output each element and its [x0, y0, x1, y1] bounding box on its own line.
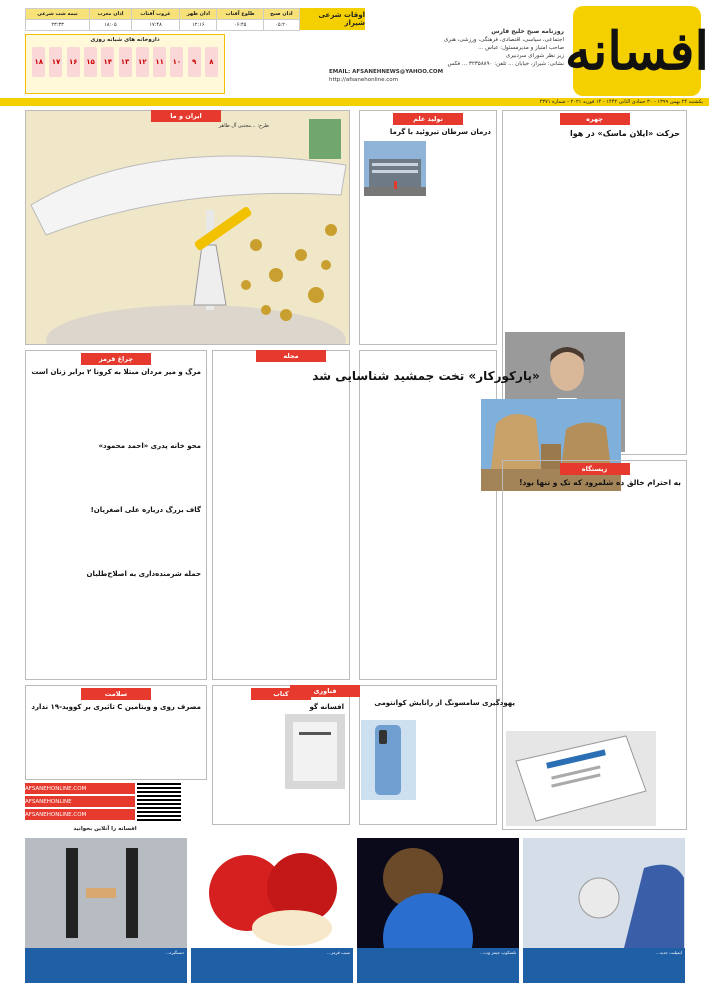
pharmacy-day: ۱۳ [119, 47, 132, 77]
article-zinc[interactable] [25, 685, 207, 780]
pharmacy-box [25, 34, 225, 94]
strip-caption: دستگیره... [25, 948, 187, 983]
newspaper-logo[interactable]: افسانه [573, 6, 701, 96]
article-respect[interactable] [502, 460, 687, 830]
prayer-header: غروب آفتاب [131, 9, 179, 20]
strip-item[interactable] [357, 838, 519, 983]
implant-photo [523, 838, 685, 948]
strip-item[interactable] [523, 838, 685, 983]
article-body [26, 714, 206, 769]
pharmacy-day: ۱۶ [67, 47, 80, 77]
strip-item[interactable] [191, 838, 353, 983]
prayer-header: نیمه شب شرعی [26, 9, 90, 20]
article-title[interactable]: مصرف روی و ویتامین C تاثیری بر کووید-۱۹ ندارد [31, 703, 201, 711]
section-tag: ایران و ما [151, 110, 221, 122]
bottom-strip [25, 838, 685, 983]
section-tag: چراغ قرمز [81, 353, 151, 365]
info-line: نشانی: شیراز، خیابان ... تلفن: ۳۲۳۵۸۸۹۰ ... فکس [447, 61, 564, 67]
phone-photo [361, 720, 416, 800]
date-bar [0, 98, 709, 106]
follow-online: افسانه را آنلاین بخوانید [73, 826, 137, 832]
prayer-value: ۱۲:۱۶ [180, 20, 217, 31]
cartoon-caption: طرح: ...مجتبی آل طاهر [218, 123, 269, 129]
section-tag: فناوری [290, 685, 360, 697]
social-link[interactable]: AFSANEHONLINE.COM [25, 809, 135, 820]
newspaper-photo [506, 731, 656, 826]
email-address[interactable]: EMAIL: AFSANEHNEWS@YAHOO.COM [329, 69, 444, 75]
social-link[interactable]: AFSANEHONLINE [25, 796, 135, 807]
article-title[interactable]: افسانه گو [309, 703, 344, 711]
strip-caption: سیب قرمز... [191, 948, 353, 983]
prayer-header: طلوع آفتاب [217, 9, 263, 20]
pharmacy-day: ۱۴ [101, 47, 114, 77]
pharmacy-title: داروخانه های شبانه روزی [90, 37, 160, 43]
article-persepolis-left[interactable] [212, 350, 350, 680]
pharmacy-day: ۱۲ [136, 47, 149, 77]
article-body [26, 453, 206, 503]
cartoon[interactable] [25, 110, 350, 345]
section-tag: چهره [560, 113, 630, 125]
prayer-times [25, 8, 365, 30]
pharmacy-day: ۱۷ [49, 47, 62, 77]
prayer-value: ۲۳:۳۳ [26, 20, 90, 31]
prayer-header: اذان مغرب [90, 9, 132, 20]
article-title[interactable]: مرگ و میر مردان مبتلا به کرونا ۲ برابر زنان است [31, 368, 201, 376]
section-tag: سلامت [81, 688, 151, 700]
section-tag: کتاب [251, 688, 311, 700]
qr-code[interactable] [137, 783, 181, 821]
article-title[interactable]: گاف بزرگ درباره علی اصغریان! [90, 506, 201, 514]
book-cover [285, 714, 345, 789]
article-title[interactable]: «پارکورکار» تخت جمشید شناسایی شد [312, 369, 540, 383]
prayer-value: ۱۸:۰۵ [90, 20, 132, 31]
article-cancer[interactable] [359, 110, 497, 345]
article-book[interactable] [212, 685, 350, 825]
prayer-value: ۰۶:۴۵ [217, 20, 263, 31]
pharmacy-day: ۱۱ [153, 47, 166, 77]
info-line: زیر نظر شورای سردبیری [505, 53, 564, 59]
section-tag: تولید علم [393, 113, 463, 125]
cartoon-illustration [26, 125, 349, 344]
pharmacy-day: ۸ [205, 47, 218, 77]
article-persepolis[interactable] [283, 350, 540, 680]
article-title[interactable]: حرکت «ایلان ماسک» در هوا [569, 129, 680, 138]
article-title[interactable]: یهودگیری سامسونگ از رانایش کوانتومی [374, 699, 515, 707]
info-line: صاحب امتیاز و مدیرمسئول: عباس ... [478, 45, 564, 51]
masthead [0, 0, 709, 108]
strip-caption: تلسکوپ جیمز وب... [357, 948, 519, 983]
website-link[interactable]: http://afsanehonline.com [329, 77, 399, 83]
publisher-info [329, 28, 564, 84]
pharmacy-day: ۱۵ [84, 47, 97, 77]
building-photo [364, 141, 426, 196]
pharmacy-day: ۱۸ [32, 47, 45, 77]
date-line: یکشنبه ۲۴ بهمن ۱۳۹۹ - ۳۰ جمادی الثانی ۱۴۴۲ - ۱۴ فوریه ۲۰۲۱ - شماره ۴۳۷۱ [539, 99, 703, 105]
prayer-header: اذان ظهر [180, 9, 217, 20]
section-tag: زیستگاه [560, 463, 630, 475]
prayer-header: اذان صبح [263, 9, 299, 20]
prayer-times-title: اوقات شرعی شیراز [300, 8, 365, 30]
strip-caption: ایمپلنت جدید... [523, 948, 685, 983]
article-title[interactable]: محو خانه پدری «احمد محمود» [98, 442, 201, 450]
handle-photo [25, 838, 187, 948]
social-links [25, 783, 135, 825]
article-body [26, 581, 206, 621]
prayer-value: ۰۵:۲۰ [263, 20, 299, 31]
social-link[interactable]: AFSANEHONLINE.COM [25, 783, 135, 794]
article-title[interactable]: حمله شرمنده‌داری به اصلاح‌طلبان [86, 570, 201, 578]
article-body [26, 517, 206, 567]
article-body [217, 355, 345, 675]
article-body [506, 491, 681, 711]
pharmacy-day: ۹ [188, 47, 201, 77]
strip-item[interactable] [25, 838, 187, 983]
article-body [26, 379, 206, 439]
article-body [508, 141, 680, 321]
prayer-times-table [25, 8, 300, 31]
info-line: روزنامه صبح خلیج فارس [491, 28, 564, 35]
apple-photo [191, 838, 353, 948]
pharmacy-days [26, 43, 224, 81]
prayer-value: ۱۷:۴۸ [131, 20, 179, 31]
section-tag: مجله [256, 350, 326, 362]
info-line: اجتماعی، سیاسی، اقتصادی، فرهنگی، ورزشی، هنری [444, 37, 564, 43]
samsung-content [355, 685, 520, 825]
space-photo [357, 838, 519, 948]
column-news-briefs [25, 350, 207, 680]
article-title[interactable]: به احترام خالق ده شلمرود که تک و تنها بود! [519, 478, 681, 487]
article-title[interactable]: درمان سرطان تیروئید با گرما [389, 128, 491, 136]
pharmacy-day: ۱۰ [170, 47, 183, 77]
